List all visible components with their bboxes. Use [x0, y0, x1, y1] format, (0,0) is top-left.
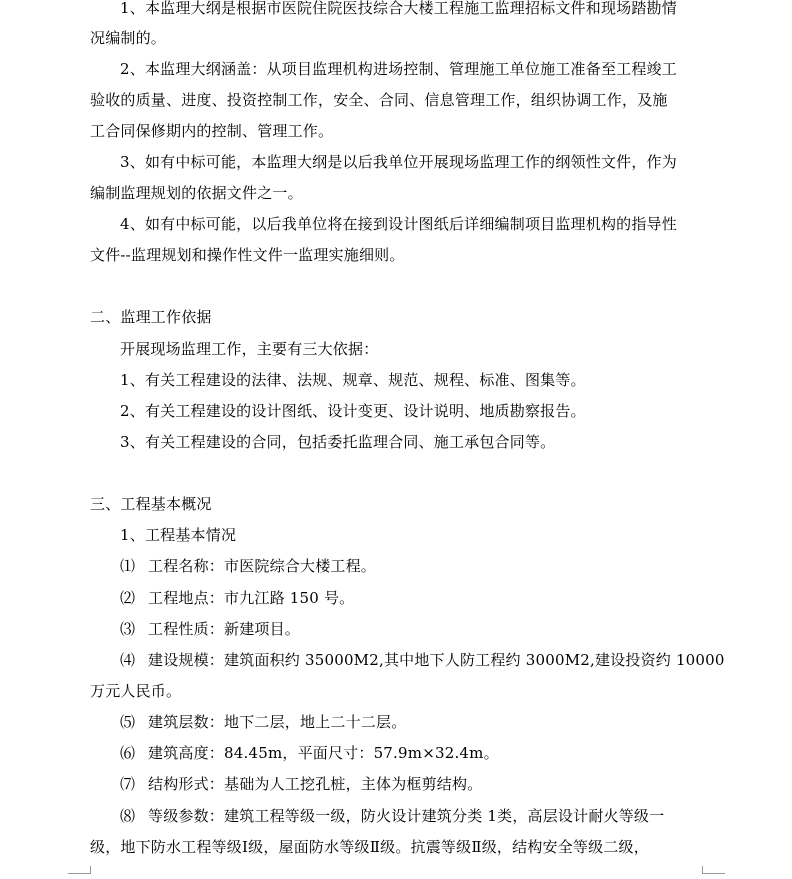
list-item: [120, 743, 704, 763]
section-heading: 三、工程基本概况: [90, 495, 212, 513]
list-item: [120, 588, 704, 608]
margin-corner-mark: [68, 866, 91, 874]
list-item: 3、有关工程建设的合同，包括委托监理合同、施工承包合同等。: [120, 433, 556, 451]
paragraph-line: 4、如有中标可能，以后我单位将在接到设计图纸后详细编制项目监理机构的指导性: [120, 215, 677, 233]
item-number: ⑸: [120, 713, 136, 731]
paragraph-line: 开展现场监理工作，主要有三大依据：: [120, 340, 379, 358]
item-number: ⑺: [120, 775, 136, 793]
item-text: 等级参数：建筑工程等级一级，防火设计建筑分类 1类，高层设计耐火等级一: [148, 807, 665, 825]
sub-heading: 1、工程基本情况: [120, 526, 237, 544]
paragraph-line: 编制监理规划的依据文件之一。: [90, 184, 303, 202]
paragraph-line: 1、本监理大纲是根据市医院住院医技综合大楼工程施工监理招标文件和现场踏勘情: [120, 0, 677, 17]
list-item: [120, 556, 704, 576]
item-number: ⑶: [120, 620, 136, 638]
item-text: 结构形式：基础为人工挖孔桩，主体为框剪结构。: [148, 775, 483, 793]
margin-corner-mark: [702, 866, 725, 874]
list-item: [120, 806, 704, 826]
paragraph-line: 级，地下防水工程等级Ⅰ级，屋面防水等级Ⅱ级。抗震等级Ⅱ级，结构安全等级二级，: [90, 838, 649, 856]
section-heading: 二、监理工作依据: [90, 308, 212, 326]
paragraph-line: 2、本监理大纲涵盖：从项目监理机构进场控制、管理施工单位施工准备至工程竣工: [120, 60, 677, 78]
paragraph-line: 万元人民币。: [90, 682, 182, 700]
item-number: ⑹: [120, 744, 136, 762]
list-item: [120, 712, 704, 732]
item-text: 工程名称：市医院综合大楼工程。: [148, 557, 377, 575]
list-item: [120, 650, 725, 670]
paragraph-line: 况编制的。: [90, 29, 167, 47]
item-text: 建筑高度：84.45m，平面尺寸：57.9m×32.4m。: [148, 744, 499, 762]
list-item: 2、有关工程建设的设计图纸、设计变更、设计说明、地质勘察报告。: [120, 402, 586, 420]
list-item: 1、有关工程建设的法律、法规、规章、规范、规程、标准、图集等。: [120, 371, 586, 389]
list-item: [120, 774, 704, 794]
paragraph-line: 工合同保修期内的控制、管理工作。: [90, 122, 334, 140]
item-number: ⑻: [120, 807, 136, 825]
item-number: ⑷: [120, 651, 136, 669]
item-number: ⑵: [120, 589, 136, 607]
item-number: ⑴: [120, 557, 136, 575]
paragraph-line: 3、如有中标可能，本监理大纲是以后我单位开展现场监理工作的纲领性文件，作为: [120, 153, 677, 171]
item-text: 建筑层数：地下二层，地上二十二层。: [148, 713, 407, 731]
paragraph-line: 文件--监理规划和操作性文件一监理实施细则。: [90, 246, 405, 264]
item-text: 工程性质：新建项目。: [148, 620, 301, 638]
item-text: 工程地点：市九江路 150 号。: [148, 589, 355, 607]
item-text: 建设规模：建筑面积约 35000M2,其中地下人防工程约 3000M2,建设投资约 10000: [148, 651, 725, 669]
list-item: [120, 619, 704, 639]
paragraph-line: 验收的质量、进度、投资控制工作，安全、合同、信息管理工作，组织协调工作，及施: [90, 91, 668, 109]
